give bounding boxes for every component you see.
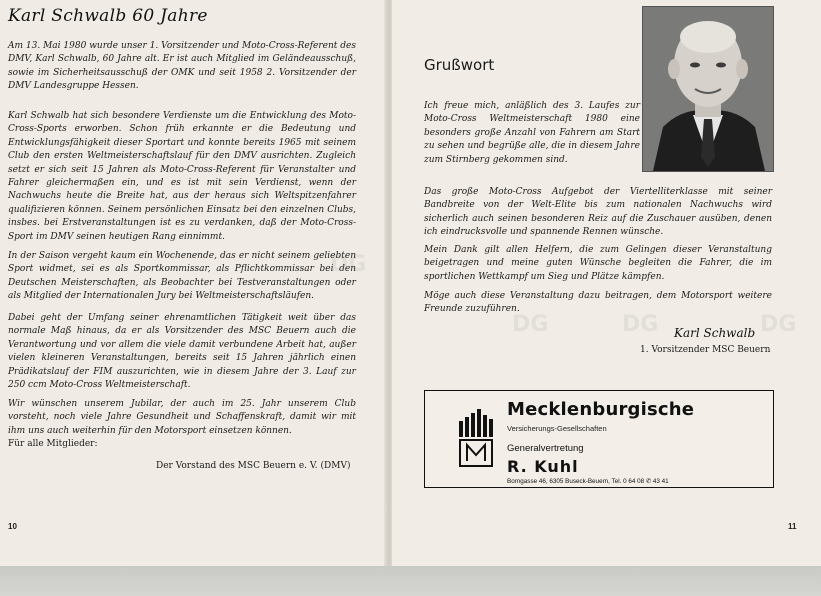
ad-brand-name: Mecklenburgische bbox=[507, 399, 695, 420]
insurance-logo-icon bbox=[459, 409, 493, 467]
insurance-advertisement bbox=[424, 390, 774, 488]
left-paragraph-4: Dabei geht der Umfang seiner ehrenamtlichen Tätigkeit weit über das normale Maß hinaus, da er als Vorsitzender des MSC Beuern auch die Verantwortung und vor allem die viele damit verbundene Arbeit hat, außer vielen kleineren Veranstaltungen, bereits seit 15 Jahren jährlich einen Prädikatslauf der FIM auszurichten, wie in diesem Jahre der 3. Lauf zur 250 ccm Moto-Cross Weltmeisterschaft. bbox=[8, 313, 356, 391]
watermark-left: DG bbox=[330, 252, 367, 277]
signature-name: Karl Schwalb bbox=[674, 326, 756, 340]
left-paragraph-2: Karl Schwalb hat sich besondere Verdienste um die Entwicklung des Moto-Cross-Sports erworben. Schon früh erkannte er die Bedeutung und Entwicklungsfähigkeit dieser Sportart und konnte bereits 1965 mit seinem Club den ersten Weltmeisterschaftslauf für den DMV ausrichten. Zugleich setzt er sich seit 15 Jahren als Moto-Cross-Referent für Veranstalter und Fahrer gleichermaßen ein, und es ist mit sein Verdienst, wenn der Nachwuchs heute die Breite hat, aus der heraus sich Weltspitzenfahrer qualifizieren können. Seinem persönlichen Einsatz bei den einzelnen Clubs, insbes. bei Erstveranstaltungen ist es zu verdanken, daß der Moto-Cross-Sport im DMV seinen heutigen Rang einnimmt. bbox=[8, 111, 356, 242]
left-paragraph-5: Wir wünschen unserem Jubilar, der auch im 25. Jahr unserem Club vorsteht, noch viele Jahre Gesundheit und Schaffenskraft, damit wir mit ihm uns auch weiterhin für den Motorsport einsetzen können. bbox=[8, 399, 356, 436]
watermark-right-2: DG bbox=[622, 312, 659, 337]
left-page-heading: Karl Schwalb 60 Jahre bbox=[8, 6, 208, 26]
watermark-right-1: DG bbox=[512, 312, 549, 337]
left-paragraph-1: Am 13. Mai 1980 wurde unser 1. Vorsitzender und Moto-Cross-Referent des DMV, Karl Schwalb, 60 Jahre alt. Er ist auch Mitglied im Geländeausschuß, sowie im Sicherheitsausschuß der OMK und seit 1958 2. Vorsitzender der DMV Landesgruppe Hessen. bbox=[8, 41, 356, 92]
right-paragraph-1: Ich freue mich, anläßlich des 3. Laufes zur Moto-Cross Weltmeisterschaft 1980 eine besonders große Anzahl von Fahrern am Start zu sehen und begrüße alle, die in diesem Jahre zum Stirnberg gekommen sind. bbox=[424, 101, 640, 165]
page-number-left: 10 bbox=[8, 522, 17, 531]
closing-signature: Der Vorstand des MSC Beuern e. V. (DMV) bbox=[156, 461, 351, 471]
closing-label: Für alle Mitglieder: bbox=[8, 439, 98, 449]
right-paragraph-2: Das große Moto-Cross Aufgebot der Viertelliterklasse mit seiner Bandbreite von der Welt-Elite bis zum nationalen Nachwuchs wird sicherlich auch seinen besonderen Reiz auf die Zuschauer ausüben, denen ich eindrucksvolle und spannende Rennen wünsche. bbox=[424, 187, 772, 238]
watermark-right-3: DG bbox=[760, 312, 797, 337]
right-page bbox=[392, 0, 821, 566]
ad-subtitle: Versicherungs-Gesellschaften bbox=[507, 424, 607, 433]
portrait-image bbox=[643, 7, 773, 171]
scan-bottom-edge bbox=[0, 566, 821, 596]
ad-representation: Generalvertretung bbox=[507, 443, 584, 454]
ad-address: Borngasse 46, 6305 Buseck-Beuern, Tel. 0 64 08 ✆ 43 41 bbox=[507, 478, 669, 485]
greeting-title: Grußwort bbox=[424, 56, 495, 74]
page-number-right: 11 bbox=[788, 522, 797, 531]
left-paragraph-3: In der Saison vergeht kaum ein Wochenende, das er nicht seinem geliebten Sport widmet, sei es als Sportkommissar, als Pflichtkommissar bei den Deutschen Meisterschaften, als Beobachter bei Testveranstaltungen oder als Mitglied der Internationalen Jury bei Weltmeisterschaftsläufen. bbox=[8, 251, 356, 302]
right-paragraph-3: Mein Dank gilt allen Helfern, die zum Gelingen dieser Veranstaltung beigetragen und meine guten Wünsche begleiten die Fahrer, die im sportlichen Wettkampf um Sieg und Plätze kämpfen. bbox=[424, 245, 772, 282]
signature-role: 1. Vorsitzender MSC Beuern bbox=[640, 345, 771, 355]
left-page bbox=[0, 0, 388, 566]
right-paragraph-4: Möge auch diese Veranstaltung dazu beitragen, dem Motorsport weitere Freunde zuzuführen. bbox=[424, 291, 772, 315]
ad-agent-name: R. Kuhl bbox=[507, 457, 579, 476]
portrait-photo bbox=[642, 6, 774, 172]
